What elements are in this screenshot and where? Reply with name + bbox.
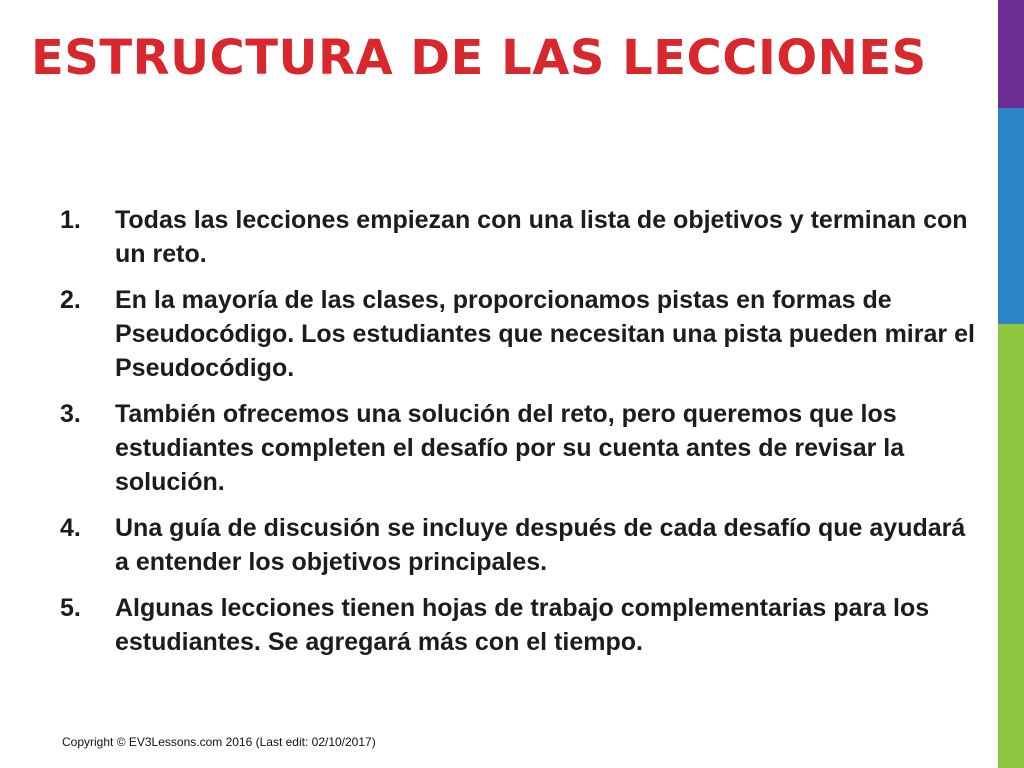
list-item-text: Todas las lecciones empiezan con una lista de objetivos y terminan con un reto. bbox=[115, 206, 968, 268]
list-item-text: Una guía de discusión se incluye después de cada desafío que ayudará a entender los objetivos principales. bbox=[115, 514, 966, 576]
list-item bbox=[60, 203, 980, 271]
list-item-number: 5. bbox=[60, 594, 81, 622]
list-item bbox=[60, 397, 980, 499]
color-accent-bar bbox=[998, 0, 1024, 768]
list-item-number: 2. bbox=[60, 286, 81, 314]
list-item bbox=[60, 591, 980, 659]
list-item-text: Algunas lecciones tienen hojas de trabajo complementarias para los estudiantes. Se agregará más con el tiempo. bbox=[115, 594, 930, 656]
list-item bbox=[60, 283, 980, 385]
list-item-number: 3. bbox=[60, 400, 81, 428]
list-item bbox=[60, 511, 980, 579]
list-item-text: En la mayoría de las clases, proporcionamos pistas en formas de Pseudocódigo. Los estudiantes que necesitan una pista pueden mirar el Pseudocódigo. bbox=[115, 286, 975, 382]
accent-bar-purple bbox=[998, 0, 1024, 108]
accent-bar-green bbox=[998, 324, 1024, 768]
list-item-text: También ofrecemos una solución del reto, pero queremos que los estudiantes completen el desafío por su cuenta antes de revisar la solución. bbox=[115, 400, 905, 496]
list-item-number: 1. bbox=[60, 206, 81, 234]
lesson-structure-list bbox=[60, 203, 980, 671]
copyright-footer: Copyright © EV3Lessons.com 2016 (Last edit: 02/10/2017) bbox=[62, 735, 376, 749]
list-item-number: 4. bbox=[60, 514, 81, 542]
slide-title: ESTRUCTURA DE LAS LECCIONES bbox=[31, 30, 927, 86]
accent-bar-blue bbox=[998, 108, 1024, 324]
